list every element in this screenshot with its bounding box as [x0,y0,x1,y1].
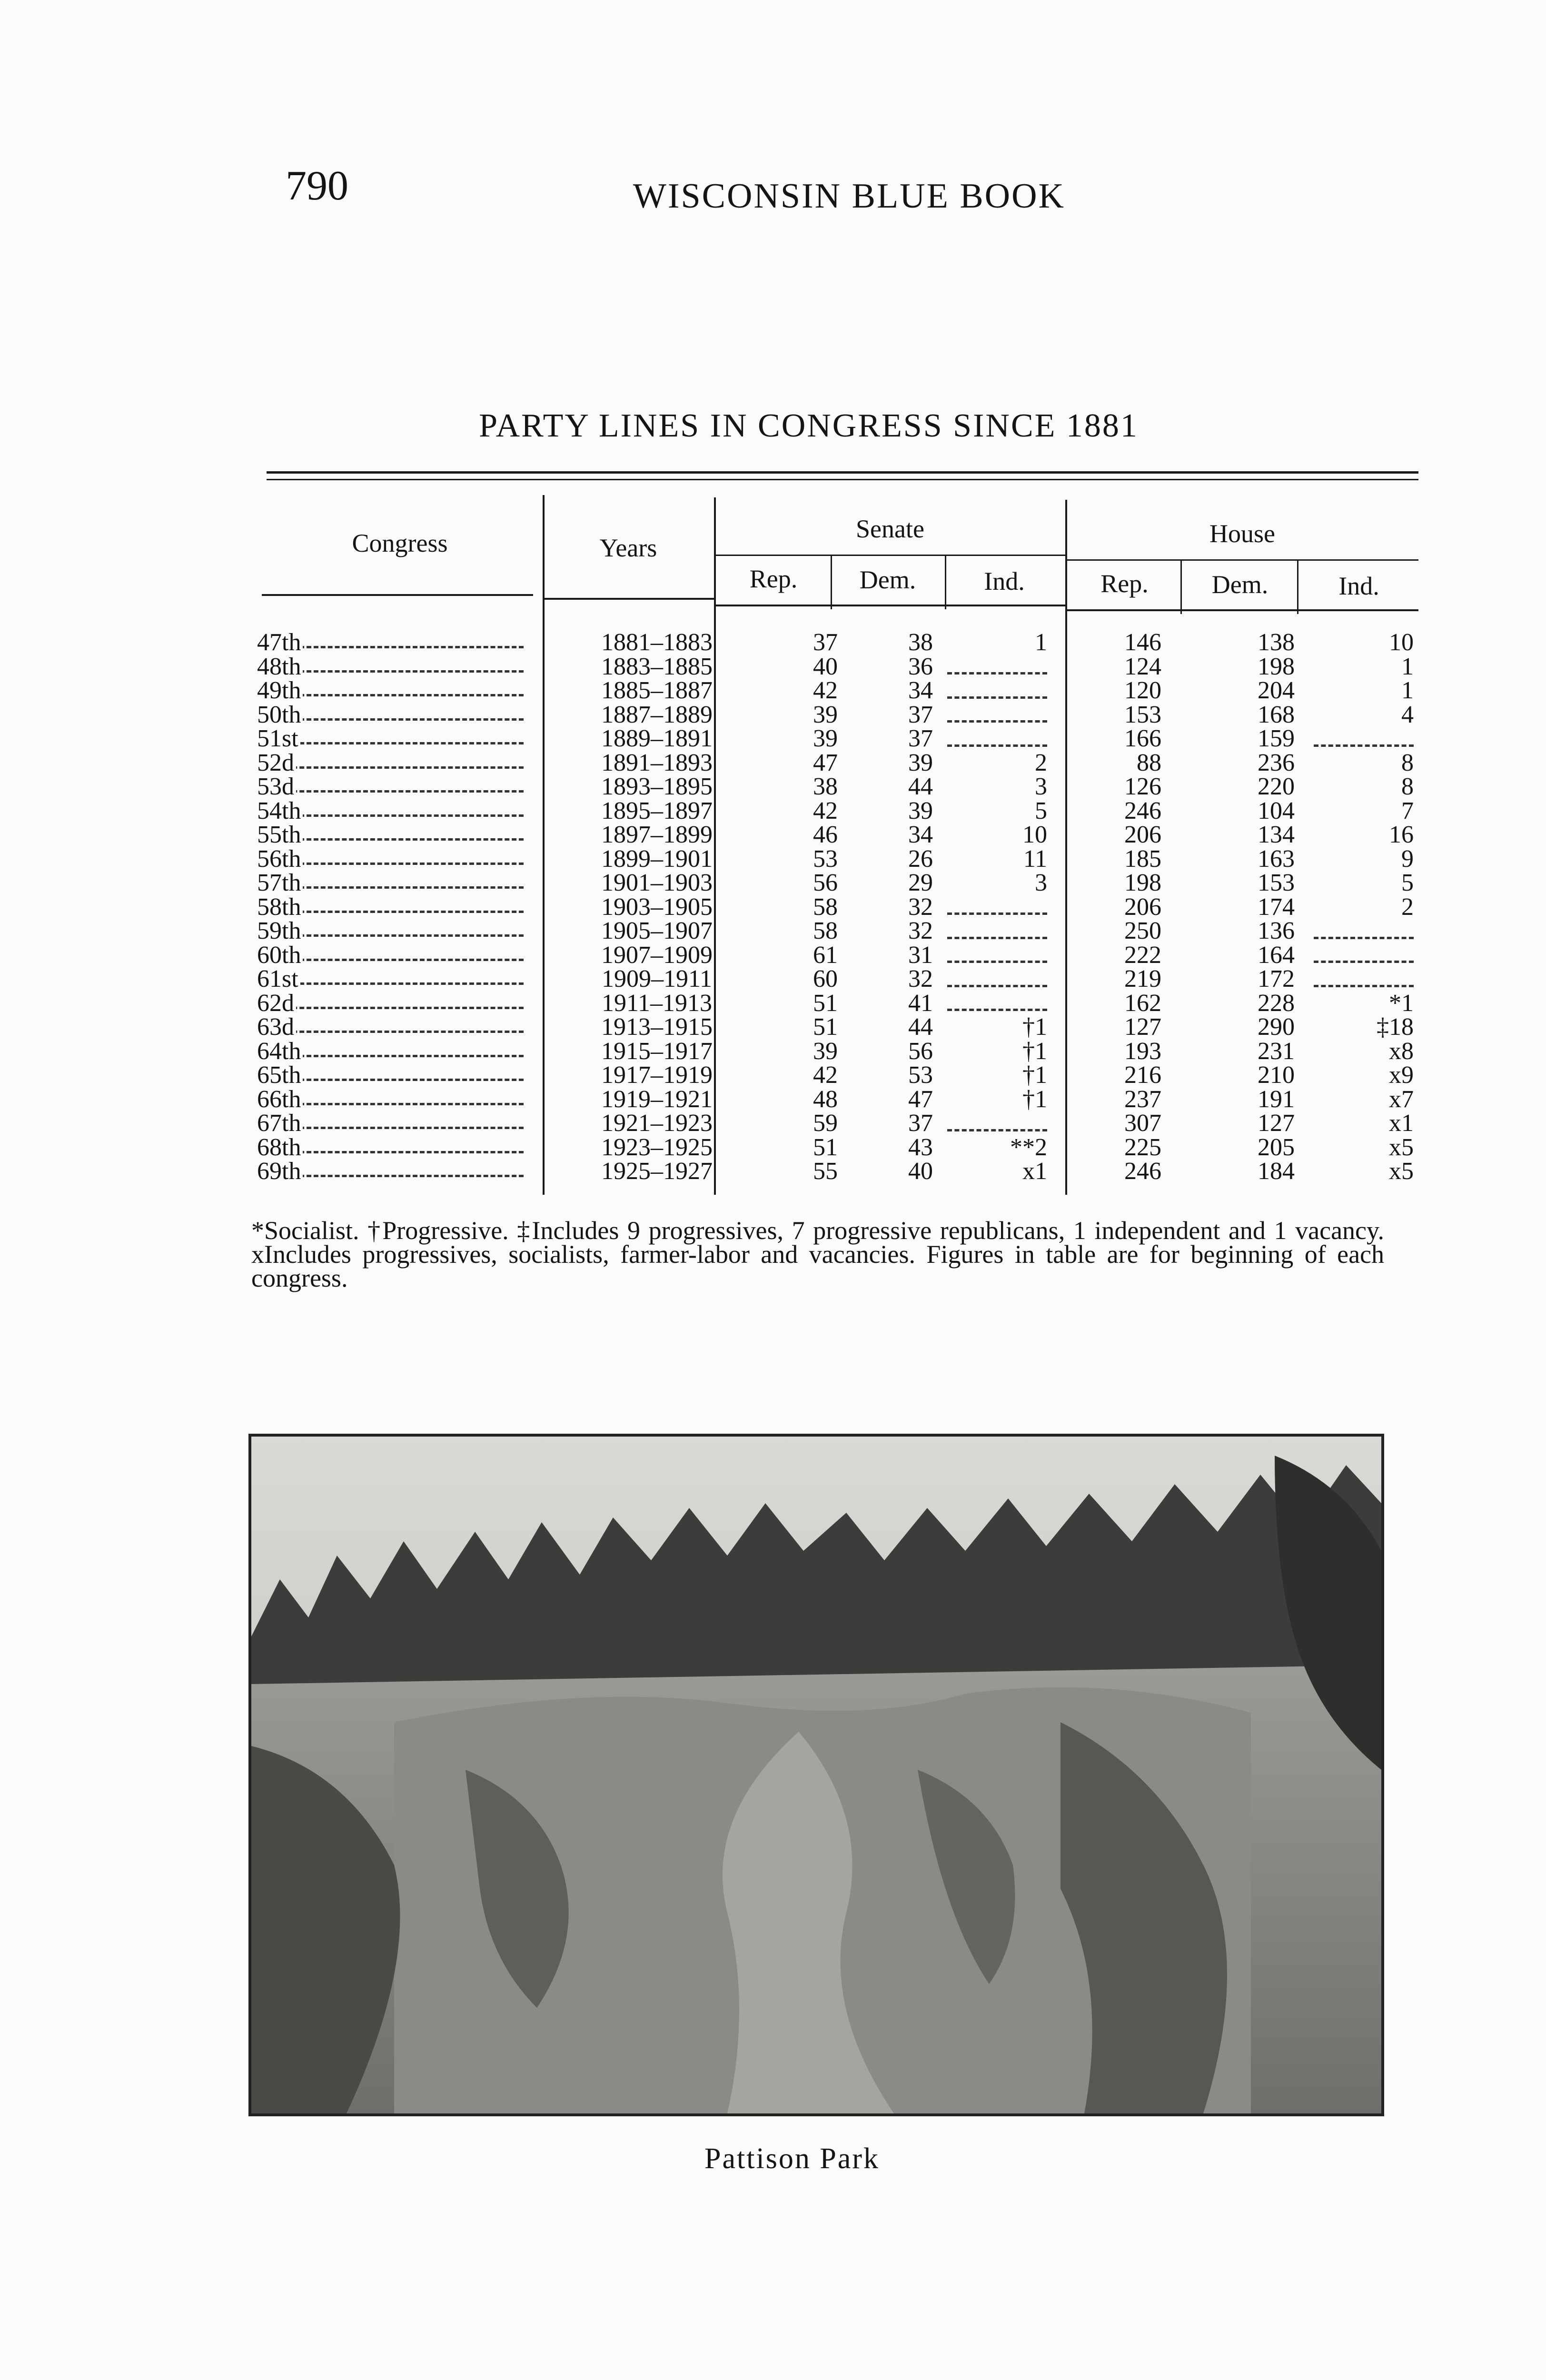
congress-cell [257,847,524,871]
table-row [257,1133,1418,1161]
house-span-rule [1066,559,1418,561]
house-dem-cell: 172 [1258,965,1295,992]
house-dem-cell: 136 [1258,917,1295,944]
house-dem-cell: 159 [1258,725,1295,752]
congress-label: 58th [257,895,303,919]
senate-rep-cell: 37 [813,629,838,656]
dot-leader [257,1007,524,1009]
table-row [257,1160,1418,1183]
house-dem-cell: 134 [1258,821,1295,848]
years-cell: 1907–1909 [601,941,713,969]
years-cell: 1887–1889 [601,701,713,728]
senate-ind-cell: †1 [1022,1013,1047,1041]
congress-cell [257,1088,524,1111]
header-house-dem: Dem. [1211,570,1269,599]
header-years: Years [599,534,657,562]
house-rep-cell: 120 [1124,677,1161,704]
senate-ind-cell [942,943,1047,967]
house-dem-cell: 164 [1258,941,1295,969]
congress-label: 51st [257,727,300,751]
senate-rep-cell: 59 [813,1110,838,1137]
house-ind-cell: 8 [1401,773,1414,800]
congress-label: 50th [257,703,303,727]
senate-dem-cell: 34 [908,821,933,848]
congress-label: 57th [257,871,303,895]
table-row [257,871,1418,895]
senate-ind-cell [942,967,1047,991]
congress-cell [257,655,524,679]
congress-label: 59th [257,919,303,943]
senate-rep-cell: 58 [813,893,838,921]
congress-label: 65th [257,1063,303,1087]
table-row [257,655,1418,679]
header-house-rep: Rep. [1100,569,1149,598]
table-row [257,775,1418,799]
house-ind-cell: x7 [1389,1085,1414,1113]
photo-caption: Pattison Park [704,2142,880,2175]
house-ind-cell: ‡18 [1377,1013,1414,1041]
senate-rep-cell: 60 [813,965,838,992]
senate-rep-cell: 47 [813,749,838,776]
congress-cell [257,679,524,703]
congress-cell [257,775,524,799]
congress-label: 66th [257,1088,303,1111]
table-row [257,943,1418,967]
congress-cell [257,1136,524,1160]
house-dem-cell: 191 [1258,1085,1295,1113]
senate-dem-cell: 41 [908,989,933,1017]
running-head: WISCONSIN BLUE BOOK [633,177,1065,216]
congress-cell [257,967,524,991]
senate-ind-cell [942,679,1047,703]
house-ind-cell: 16 [1389,821,1414,848]
house-ind-cell: 10 [1389,629,1414,656]
congress-cell [257,1040,524,1063]
header-bottom-rule-congress [262,594,533,596]
house-rep-cell: 237 [1124,1085,1161,1113]
senate-dem-cell: 44 [908,1013,933,1041]
house-ind-cell: 5 [1401,869,1414,896]
empty-dash [947,696,1047,699]
table-row [257,895,1418,919]
congress-cell [257,871,524,895]
congress-label: 55th [257,823,303,847]
years-cell: 1895–1897 [601,797,713,824]
years-cell: 1911–1913 [601,989,713,1017]
table-row [257,727,1418,751]
years-cell: 1923–1925 [601,1133,713,1161]
house-rep-cell: 206 [1124,893,1161,921]
header-bottom-rule-senate [714,605,1066,606]
empty-dash [1314,961,1414,963]
header-senate-ind: Ind. [984,567,1025,595]
years-cell: 1905–1907 [601,917,713,944]
senate-dem-cell: 39 [908,749,933,776]
congress-cell [257,1063,524,1087]
house-dem-cell: 210 [1258,1061,1295,1089]
senate-ind-cell: x1 [1022,1158,1047,1185]
house-ind-cell: x8 [1389,1037,1414,1065]
house-dem-cell: 168 [1258,701,1295,728]
senate-dem-cell: 56 [908,1037,933,1065]
house-ind-cell: 1 [1401,653,1414,680]
pattison-park-photo [248,1434,1384,2116]
header-congress: Congress [352,529,448,557]
house-rep-cell: 246 [1124,1158,1161,1185]
house-rep-cell: 166 [1124,725,1161,752]
years-cell: 1925–1927 [601,1158,713,1185]
years-cell: 1899–1901 [601,845,713,873]
table-divider [1180,559,1182,614]
senate-dem-cell: 32 [908,965,933,992]
table-row [257,847,1418,871]
senate-rep-cell: 58 [813,917,838,944]
congress-label: 68th [257,1136,303,1160]
senate-rep-cell: 48 [813,1085,838,1113]
years-cell: 1913–1915 [601,1013,713,1041]
house-rep-cell: 219 [1124,965,1161,992]
senate-ind-cell [942,919,1047,943]
senate-rep-cell: 39 [813,1037,838,1065]
senate-ind-cell: †1 [1022,1037,1047,1065]
house-dem-cell: 220 [1258,773,1295,800]
congress-label: 48th [257,655,303,679]
senate-ind-cell [942,703,1047,727]
senate-ind-cell: 3 [1035,773,1047,800]
house-rep-cell: 162 [1124,989,1161,1017]
table-row [257,967,1418,991]
senate-dem-cell: 37 [908,701,933,728]
house-dem-cell: 290 [1258,1013,1295,1041]
senate-rep-cell: 51 [813,989,838,1017]
senate-span-rule [714,555,1066,556]
house-rep-cell: 193 [1124,1037,1161,1065]
dot-leader [257,1031,524,1033]
table-row [257,799,1418,823]
senate-dem-cell: 40 [908,1158,933,1185]
header-house-ind: Ind. [1338,572,1379,600]
table-divider [1297,559,1298,614]
empty-dash [1314,937,1414,939]
years-cell: 1897–1899 [601,821,713,848]
congress-cell [257,895,524,919]
senate-dem-cell: 32 [908,917,933,944]
house-ind-cell: 8 [1401,749,1414,776]
empty-dash [947,937,1047,939]
empty-dash [947,985,1047,987]
table-row [257,631,1418,654]
congress-cell [257,1015,524,1039]
page-number: 790 [286,163,348,209]
congress-label: 53d [257,775,296,799]
header-bottom-rule-house [1066,609,1418,611]
table-top-rule-2 [267,479,1418,480]
congress-label: 62d [257,992,296,1015]
congress-cell [257,992,524,1015]
house-ind-cell [1309,919,1414,943]
senate-ind-cell: 10 [1022,821,1047,848]
house-ind-cell: 2 [1401,893,1414,921]
dot-leader [257,790,524,793]
senate-ind-cell [942,655,1047,679]
house-rep-cell: 198 [1124,869,1161,896]
senate-dem-cell: 37 [908,1110,933,1137]
house-rep-cell: 225 [1124,1133,1161,1161]
years-cell: 1893–1895 [601,773,713,800]
senate-dem-cell: 39 [908,797,933,824]
house-rep-cell: 222 [1124,941,1161,969]
congress-label: 63d [257,1015,296,1039]
senate-dem-cell: 32 [908,893,933,921]
house-dem-cell: 204 [1258,677,1295,704]
table-row [257,1085,1418,1113]
years-cell: 1909–1911 [601,965,713,992]
table-row [257,679,1418,703]
congress-cell [257,1111,524,1135]
senate-ind-cell: †1 [1022,1085,1047,1113]
house-dem-cell: 138 [1258,629,1295,656]
congress-label: 56th [257,847,303,871]
house-rep-cell: 127 [1124,1013,1161,1041]
congress-label: 52d [257,751,296,775]
house-dem-cell: 153 [1258,869,1295,896]
house-dem-cell: 127 [1258,1110,1295,1137]
congress-cell [257,799,524,823]
house-ind-cell: x5 [1389,1158,1414,1185]
table-title: PARTY LINES IN CONGRESS SINCE 1881 [479,407,1139,444]
senate-rep-cell: 55 [813,1158,838,1185]
table-row [257,1063,1418,1087]
years-cell: 1917–1919 [601,1061,713,1089]
empty-dash [1314,744,1414,747]
senate-dem-cell: 29 [908,869,933,896]
senate-rep-cell: 56 [813,869,838,896]
senate-dem-cell: 26 [908,845,933,873]
congress-label: 69th [257,1160,303,1183]
congress-cell [257,703,524,727]
house-dem-cell: 104 [1258,797,1295,824]
senate-rep-cell: 53 [813,845,838,873]
house-ind-cell [1309,967,1414,991]
senate-dem-cell: 53 [908,1061,933,1089]
house-ind-cell: 4 [1401,701,1414,728]
house-dem-cell: 163 [1258,845,1295,873]
senate-rep-cell: 51 [813,1013,838,1041]
dot-leader [257,766,524,769]
header-house: House [1209,519,1275,548]
congress-label: 49th [257,679,303,703]
senate-rep-cell: 42 [813,677,838,704]
years-cell: 1915–1917 [601,1037,713,1065]
congress-cell [257,823,524,847]
table-row [257,751,1418,775]
senate-dem-cell: 36 [908,653,933,680]
congress-label: 61st [257,967,300,991]
house-rep-cell: 246 [1124,797,1161,824]
senate-rep-cell: 42 [813,797,838,824]
table-top-rule [267,471,1418,474]
senate-rep-cell: 39 [813,701,838,728]
empty-dash [947,1009,1047,1011]
house-rep-cell: 250 [1124,917,1161,944]
senate-dem-cell: 38 [908,629,933,656]
congress-label: 64th [257,1040,303,1063]
senate-dem-cell: 44 [908,773,933,800]
senate-ind-cell: 3 [1035,869,1047,896]
senate-dem-cell: 31 [908,941,933,969]
house-ind-cell: x5 [1389,1133,1414,1161]
congress-cell [257,943,524,967]
years-cell: 1885–1887 [601,677,713,704]
years-cell: 1883–1885 [601,653,713,680]
years-cell: 1891–1893 [601,749,713,776]
house-rep-cell: 216 [1124,1061,1161,1089]
table-row [257,823,1418,847]
senate-ind-cell: 2 [1035,749,1047,776]
table-divider [945,555,946,609]
congress-cell [257,1160,524,1183]
senate-rep-cell: 40 [813,653,838,680]
senate-rep-cell: 38 [813,773,838,800]
house-rep-cell: 126 [1124,773,1161,800]
senate-ind-cell: **2 [1010,1133,1047,1161]
empty-dash [947,1129,1047,1131]
house-rep-cell: 307 [1124,1110,1161,1137]
senate-ind-cell [942,992,1047,1015]
senate-rep-cell: 61 [813,941,838,969]
years-cell: 1889–1891 [601,725,713,752]
header-bottom-rule-years [543,598,714,600]
house-ind-cell: x9 [1389,1061,1414,1089]
house-dem-cell: 198 [1258,653,1295,680]
house-ind-cell [1309,943,1414,967]
senate-ind-cell: 5 [1035,797,1047,824]
empty-dash [947,672,1047,674]
table-row [257,1111,1418,1135]
senate-rep-cell: 39 [813,725,838,752]
header-senate-dem: Dem. [859,565,916,594]
house-dem-cell: 231 [1258,1037,1295,1065]
empty-dash [947,912,1047,915]
table-row [257,1037,1418,1065]
congress-cell [257,919,524,943]
empty-dash [947,961,1047,963]
senate-ind-cell [942,1111,1047,1135]
senate-dem-cell: 37 [908,725,933,752]
congress-cell [257,631,524,654]
congress-label: 54th [257,799,303,823]
senate-ind-cell: †1 [1022,1061,1047,1089]
house-ind-cell: x1 [1389,1110,1414,1137]
senate-ind-cell [942,727,1047,751]
years-cell: 1901–1903 [601,869,713,896]
house-ind-cell: *1 [1389,989,1414,1017]
house-dem-cell: 228 [1258,989,1295,1017]
empty-dash [1314,985,1414,987]
house-dem-cell: 205 [1258,1133,1295,1161]
table-row [257,1015,1418,1039]
house-rep-cell: 124 [1124,653,1161,680]
empty-dash [947,720,1047,723]
senate-rep-cell: 42 [813,1061,838,1089]
senate-ind-cell [942,895,1047,919]
house-dem-cell: 174 [1258,893,1295,921]
table-footnote: *Socialist. †Progressive. ‡Includes 9 progressives, 7 progressive republicans, 1 independent and 1 vacancy. xIncludes progressives, socialists, farmer-labor and vacancies. Figures in table are for beginning of each congress. [251,1216,1384,1292]
header-senate-rep: Rep. [749,565,798,593]
table-row [257,703,1418,727]
congress-label: 67th [257,1111,303,1135]
senate-rep-cell: 51 [813,1133,838,1161]
house-ind-cell [1309,727,1414,751]
years-cell: 1919–1921 [601,1085,713,1113]
years-cell: 1903–1905 [601,893,713,921]
house-dem-cell: 236 [1258,749,1295,776]
congress-cell [257,727,524,751]
senate-dem-cell: 47 [908,1085,933,1113]
house-ind-cell: 7 [1401,797,1414,824]
empty-dash [947,744,1047,747]
senate-dem-cell: 34 [908,677,933,704]
house-rep-cell: 88 [1137,749,1161,776]
senate-ind-cell: 11 [1023,845,1047,873]
congress-cell [257,751,524,775]
congress-label: 47th [257,631,303,654]
years-cell: 1881–1883 [601,629,713,656]
senate-rep-cell: 46 [813,821,838,848]
house-ind-cell: 1 [1401,677,1414,704]
congress-label: 60th [257,943,303,967]
house-rep-cell: 146 [1124,629,1161,656]
table-row [257,989,1418,1017]
house-ind-cell: 9 [1401,845,1414,873]
senate-ind-cell: 1 [1035,629,1047,656]
table-row [257,919,1418,943]
house-rep-cell: 185 [1124,845,1161,873]
house-rep-cell: 206 [1124,821,1161,848]
house-dem-cell: 184 [1258,1158,1295,1185]
house-rep-cell: 153 [1124,701,1161,728]
senate-dem-cell: 43 [908,1133,933,1161]
table-divider [831,555,832,609]
header-senate: Senate [856,515,924,543]
years-cell: 1921–1923 [601,1110,713,1137]
